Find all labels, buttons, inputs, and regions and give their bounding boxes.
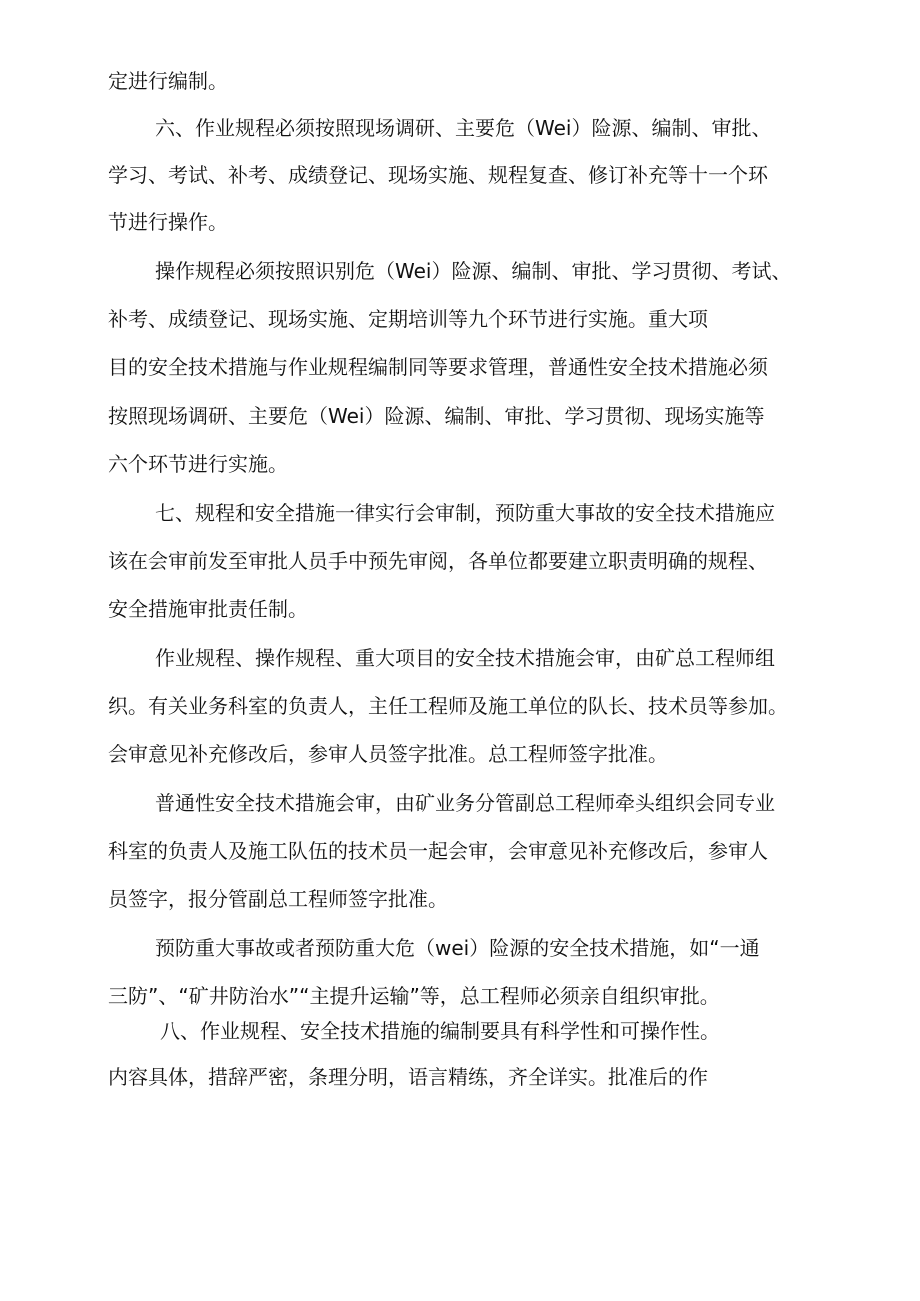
text-line: 八、作业规程、安全技术措施的编制要具有科学性和可操作性。 — [160, 1019, 720, 1043]
text-line: 作业规程、操作规程、重大项目的安全技术措施会审，由矿总工程师组 — [155, 646, 775, 670]
text-line: 员签字，报分管副总工程师签字批准。 — [108, 887, 448, 911]
text-line: 织。有关业务科室的负责人，主任工程师及施工单位的队长、技术员等参加。 — [108, 694, 788, 718]
text-line: 补考、成绩登记、现场实施、定期培训等九个环节进行实施。重大项 — [108, 307, 708, 331]
text-line: 定进行编制。 — [108, 69, 228, 93]
text-line: 安全措施审批责任制。 — [108, 597, 308, 621]
text-line: 普通性安全技术措施会审，由矿业务分管副总工程师牵头组织会同专业 — [155, 791, 775, 815]
text-line: 七、规程和安全措施一律实行会审制，预防重大事故的安全技术措施应 — [155, 501, 775, 525]
text-line: 六、作业规程必须按照现场调研、主要危（Wei）险源、编制、审批、 — [155, 116, 772, 140]
text-line: 预防重大事故或者预防重大危（wei）险源的安全技术措施，如“一通 — [155, 936, 760, 960]
text-line: 科室的负责人及施工队伍的技术员一起会审，会审意见补充修改后，参审人 — [108, 839, 768, 863]
text-line: 目的安全技术措施与作业规程编制同等要求管理，普通性安全技术措施必须 — [108, 355, 768, 379]
text-line: 会审意见补充修改后，参审人员签字批准。总工程师签字批准。 — [108, 742, 668, 766]
text-line: 节进行操作。 — [108, 210, 228, 234]
text-line: 六个环节进行实施。 — [108, 452, 288, 476]
text-line: 内容具体，措辞严密，条理分明，语言精练，齐全详实。批准后的作 — [108, 1065, 708, 1089]
text-line: 三防”、“矿井防治水”“主提升运输”等，总工程师必须亲自组织审批。 — [108, 984, 720, 1008]
text-line: 该在会审前发至审批人员手中预先审阅，各单位都要建立职责明确的规程、 — [108, 549, 768, 573]
text-line: 学习、考试、补考、成绩登记、现场实施、规程复查、修订补充等十一个环 — [108, 163, 768, 187]
text-line: 操作规程必须按照识别危（Wei）险源、编制、审批、学习贯彻、考试、 — [155, 259, 792, 283]
text-line: 按照现场调研、主要危（Wei）险源、编制、审批、学习贯彻、现场实施等 — [108, 404, 765, 428]
